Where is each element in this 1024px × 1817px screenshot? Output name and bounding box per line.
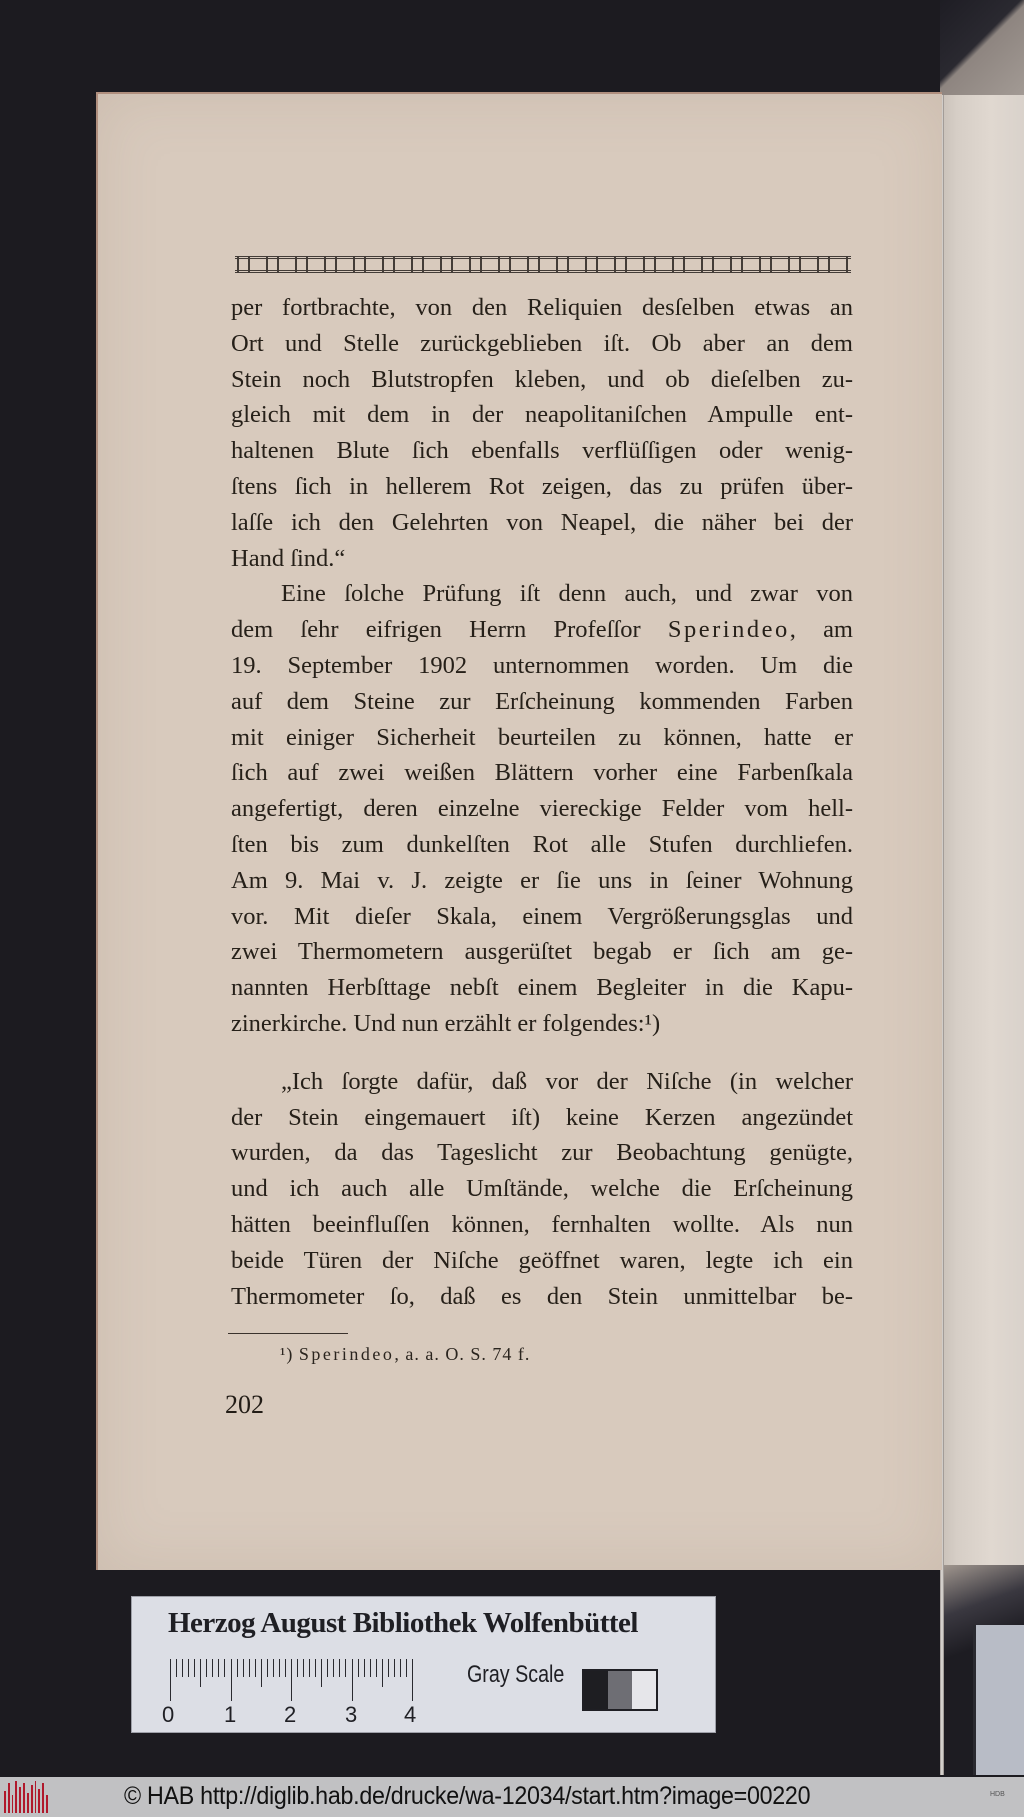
text-line [231,612,853,648]
header-ornament [235,256,851,273]
ruler-label: 2 [284,1702,297,1727]
ruler-label: 4 [404,1702,417,1727]
ruler-tick [176,1659,177,1677]
ruler-tick [224,1659,225,1677]
text-segment: dem ſehr eifrigen Herrn Profeſſor [231,616,668,644]
text-line: zwei Thermometern ausgerüſtet begab er ſich am ge- [231,938,853,966]
page-body-text [231,290,853,1314]
text-line: angefertigt, deren einzelne viereckige Felder vom hell- [231,795,853,823]
ruler-tick [406,1659,407,1677]
color-scale-card [131,1596,716,1733]
text-line: und ich auch alle Umſtände, welche die Erſcheinung [231,1175,853,1203]
ruler-labels [162,1702,422,1728]
ruler-tick [255,1659,256,1677]
ruler-tick [382,1659,383,1687]
ruler-tick [400,1659,401,1677]
ruler-tick [315,1659,316,1677]
text-line: ſich auf zwei weißen Blättern vorher eine Farbenſkala [231,759,853,787]
ruler-tick [345,1659,346,1677]
ruler-tick [218,1659,219,1677]
quote-start-line: „Ich ſorgte dafür, daß vor der Niſche (in welcher [281,1067,853,1095]
text-line: ſten bis zum dunkelſten Rot alle Stufen durchliefen. [231,830,853,858]
footer-bar [0,1777,1024,1817]
ruler-tick [182,1659,183,1677]
footnote-reference: , a. a. O. S. 74 f. [394,1344,531,1364]
ruler-tick [327,1659,328,1677]
text-line: der Stein eingemauert iſt) keine Kerzen angezündet [231,1103,853,1131]
ruler-tick [188,1659,189,1677]
ruler-tick [339,1659,340,1677]
text-line: vor. Mit dieſer Skala, einem Vergrößerungsglas und [231,902,853,930]
ruler-tick [364,1659,365,1677]
ruler-tick [291,1659,292,1701]
text-line: auf dem Steine zur Erſcheinung kommenden Farben [231,687,853,715]
text-line: nannten Herbſttage nebſt einem Begleiter in die Kapu- [231,974,853,1002]
paragraph-gap [231,1042,853,1064]
text-line: Stein noch Blutstropfen kleben, und ob dieſelben zu- [231,365,853,393]
ruler-tick [333,1659,334,1677]
copyright-url[interactable]: © HAB http://diglib.hab.de/drucke/wa-12034/start.htm?image=00220 [124,1782,811,1810]
ruler-label: 3 [345,1702,358,1727]
ruler-tick [267,1659,268,1677]
text-line: per fortbrachte, von den Reliquien desſelben etwas an [231,294,853,321]
adjacent-page-edge [940,0,1024,1775]
text-line: Ort und Stelle zurückgeblieben iſt. Ob aber an dem [231,329,853,357]
text-line: haltenen Blute ſich ebenfalls verflüſſigen oder wenig- [231,437,853,465]
ruler-tick [309,1659,310,1677]
ruler-tick [321,1659,322,1687]
text-line: mit einiger Sicherheit beurteilen zu können, hatte er [231,723,853,751]
ruler-tick [194,1659,195,1677]
ruler-tick [297,1659,298,1677]
text-line: hätten beeinfluſſen können, fernhalten wollte. Als nun [231,1210,853,1238]
text-line: Hand ſind.“ [231,544,346,572]
ruler-tick [376,1659,377,1677]
ruler-tick [285,1659,286,1677]
author-name: Sperindeo [667,616,790,644]
adjacent-card [973,1625,1024,1775]
ruler-tick [206,1659,207,1677]
swatch-black [584,1671,608,1709]
text-segment: , am [789,616,853,644]
text-line: zinerkirche. Und nun erzählt er folgendes:¹) [231,1009,661,1037]
library-name: Herzog August Bibliothek Wolfenbüttel [168,1607,638,1639]
text-line: 19. September 1902 unternommen worden. Um die [231,651,853,679]
ruler-tick [237,1659,238,1677]
paragraph-start-line: Eine ſolche Prüfung iſt denn auch, und zwar von [281,580,853,608]
footnote-marker: ¹) [280,1344,294,1364]
footnote-author: Sperindeo [298,1344,395,1364]
text-line: Am 9. Mai v. J. zeigte er ſie uns in ſeiner Wohnung [231,866,853,894]
hab-logo-icon [4,1781,48,1813]
ruler-tick [394,1659,395,1677]
ruler-tick [370,1659,371,1677]
ruler-tick [249,1659,250,1677]
ruler-tick [261,1659,262,1687]
swatch-gray [608,1671,632,1709]
ruler-tick [352,1659,353,1701]
gray-scale-swatches [582,1669,658,1711]
ruler-icon [170,1659,412,1704]
swatch-white [632,1671,656,1709]
ruler-label: 1 [224,1702,237,1727]
ruler-tick [170,1659,171,1701]
ruler-tick [212,1659,213,1677]
ruler-tick [358,1659,359,1677]
text-line: beide Türen der Niſche geöffnet waren, legte ich ein [231,1246,853,1274]
text-line: gleich mit dem in der neapolitaniſchen Ampulle ent- [231,401,853,429]
footnote [280,1344,530,1365]
gray-scale-label: Gray Scale [467,1661,565,1688]
footer-tag: HDB [990,1791,1005,1798]
text-line: Thermometer ſo, daß es den Stein unmittelbar be- [231,1282,853,1310]
ruler-tick [273,1659,274,1677]
footnote-rule [228,1333,348,1334]
ruler-tick [231,1659,232,1701]
ruler-tick [243,1659,244,1677]
ruler-tick [303,1659,304,1677]
text-line: laſſe ich den Gelehrten von Neapel, die näher bei der [231,508,853,536]
page-number: 202 [225,1390,264,1419]
text-line: ſtens ſich in hellerem Rot zeigen, das zu prüfen über- [231,472,853,500]
ruler-label: 0 [162,1702,175,1727]
ruler-tick [388,1659,389,1677]
text-line: wurden, da das Tageslicht zur Beobachtung genügte, [231,1139,853,1167]
page-corner-shadow [940,0,1024,95]
ruler-tick [200,1659,201,1687]
ruler-tick [279,1659,280,1677]
ruler-tick [412,1659,413,1701]
